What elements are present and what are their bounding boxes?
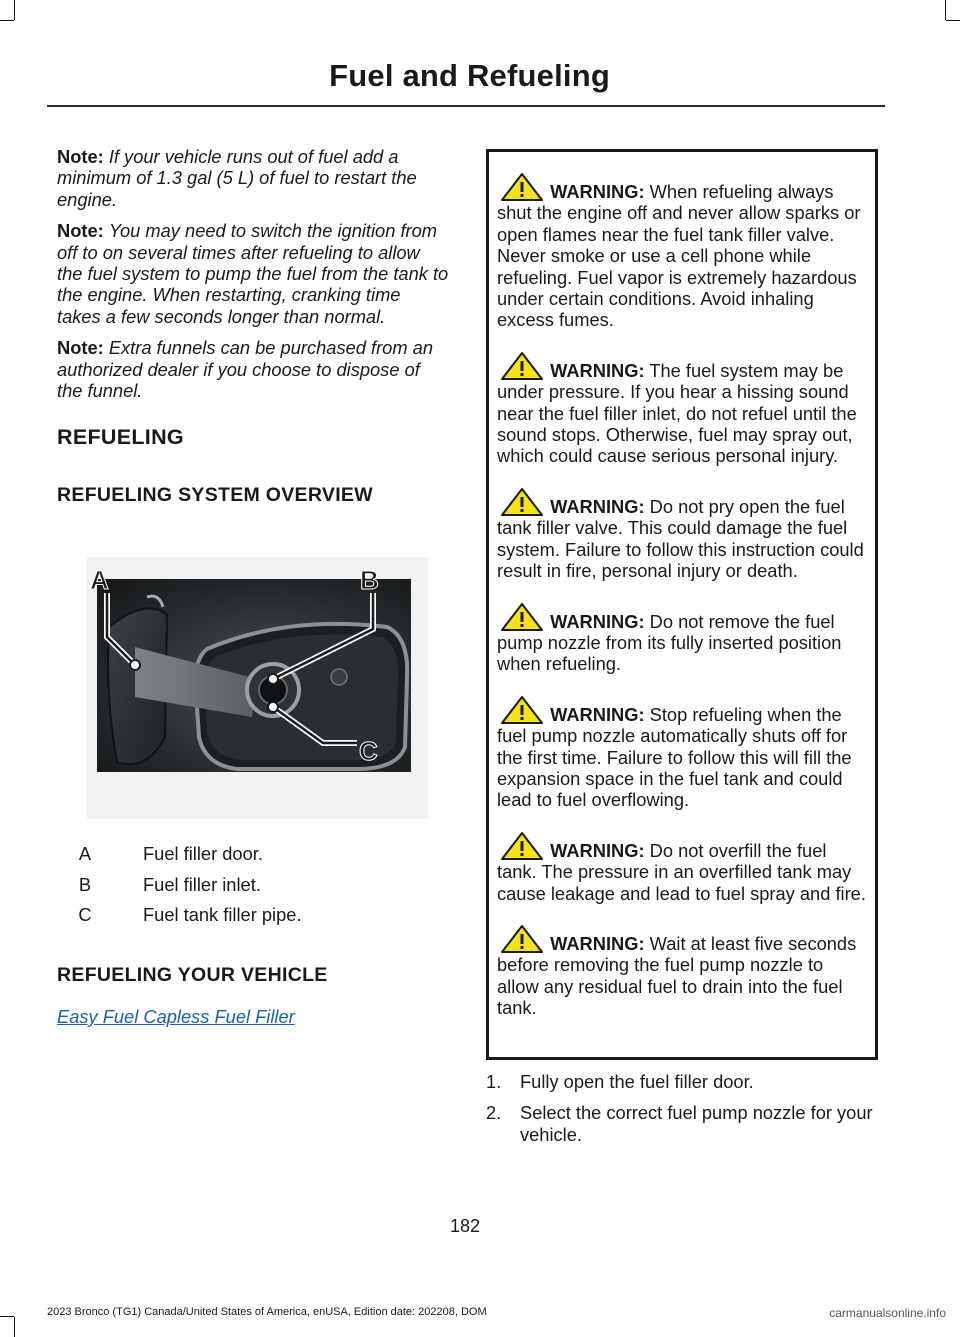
note-text: You may need to switch the ignition from off to on several times after refueling to allow the fuel system to pump the fuel from the tank to the engine. When restarting, cranking time takes a few seconds longer than normal. xyxy=(57,220,449,327)
legend-key: B xyxy=(78,873,92,895)
warning-item xyxy=(497,351,867,467)
warning-triangle-icon xyxy=(499,924,545,954)
capless-filler-link[interactable]: Easy Fuel Capless Fuel Filler xyxy=(57,1006,295,1027)
crop-mark xyxy=(0,1316,14,1317)
callout-label-b: B xyxy=(360,565,379,595)
warning-item xyxy=(497,602,867,675)
legend-key: A xyxy=(78,843,92,864)
page-number: 182 xyxy=(449,1216,481,1236)
warning-triangle-icon xyxy=(499,351,545,381)
warning-label: WARNING: xyxy=(550,495,645,517)
warning-label: WARNING: xyxy=(550,703,645,725)
crop-mark xyxy=(946,20,960,21)
legend-label: Fuel filler door. xyxy=(143,843,263,864)
step-text: Select the correct fuel pump nozzle for your vehicle. xyxy=(520,1102,873,1145)
warning-item xyxy=(497,695,867,811)
callout-label-c: C xyxy=(359,736,378,766)
note-label: Note: xyxy=(57,146,104,167)
warning-triangle-icon xyxy=(499,487,545,517)
crop-mark xyxy=(0,20,14,21)
note-label: Note: xyxy=(57,220,104,242)
warning-text: Do not overfill the fuel tank. The pressure in an overfilled tank may cause leakage and lead to fuel spray and fire. xyxy=(497,839,866,904)
warning-triangle-icon xyxy=(499,602,545,632)
step-number: 2. xyxy=(486,1102,502,1123)
warning-text: Do not pry open the fuel tank filler valve. This could damage the fuel system. Failure to follow this instruction could result in fire, personal injury or death. xyxy=(497,495,864,582)
warning-text: When refueling always shut the engine off and never allow sparks or open flames near the fuel tank filler valve. Never smoke or use a cell phone while refueling. Fuel vapor is extremely hazardous under certain conditions. Avoid inhaling excess fumes. xyxy=(497,181,861,331)
legend-row xyxy=(75,874,435,905)
warning-triangle-icon xyxy=(499,695,545,725)
warning-item xyxy=(497,924,867,1019)
note-label: Note: xyxy=(57,337,104,359)
drain-cap xyxy=(331,669,347,685)
crop-mark xyxy=(945,0,946,20)
warning-label: WARNING: xyxy=(550,932,645,954)
section-heading: REFUELING xyxy=(57,425,184,450)
title-divider xyxy=(47,105,885,107)
warnings-box xyxy=(486,149,878,1060)
callout-dot-b xyxy=(268,674,278,684)
warning-triangle-icon xyxy=(499,172,545,202)
crop-mark xyxy=(14,0,15,20)
subsection-heading: REFUELING SYSTEM OVERVIEW xyxy=(57,484,373,507)
warning-triangle-icon xyxy=(499,831,545,861)
warning-label: WARNING: xyxy=(550,181,645,202)
fuel-filler-figure xyxy=(87,557,428,819)
crop-mark xyxy=(14,1317,15,1337)
warning-item xyxy=(497,831,867,904)
step-number: 1. xyxy=(486,1071,502,1092)
note-text: Extra funnels can be purchased from an authorized dealer if you choose to dispose of the funnel. xyxy=(57,337,433,402)
refueling-steps xyxy=(486,1071,886,1155)
step-item xyxy=(486,1102,886,1146)
step-text: Fully open the fuel filler door. xyxy=(520,1071,754,1092)
legend-label: Fuel filler inlet. xyxy=(143,873,261,895)
warning-text: Do not remove the fuel pump nozzle from its fully inserted position when refueling. xyxy=(497,610,842,675)
warning-label: WARNING: xyxy=(550,610,645,632)
warning-text: The fuel system may be under pressure. If you hear a hissing sound near the fuel filler inlet, do not refuel until the sound stops. Otherwise, fuel may spray out, which could cause serious personal injury. xyxy=(497,359,857,467)
callout-label-a: A xyxy=(90,565,109,595)
warning-item xyxy=(497,172,867,331)
page-title: Fuel and Refueling xyxy=(329,58,610,93)
callout-dot-c xyxy=(268,702,278,712)
legend-key: C xyxy=(78,904,92,925)
warning-label: WARNING: xyxy=(550,359,645,381)
note-text: If your vehicle runs out of fuel add a minimum of 1.3 gal (5 L) of fuel to restart the engine. xyxy=(57,146,417,210)
warning-text: Stop refueling when the fuel pump nozzle automatically shuts off for the first time. Failure to follow this will fill the expansion space in the fuel tank and could lead to fuel overflowing. xyxy=(497,703,852,811)
left-column xyxy=(57,146,449,507)
legend-row xyxy=(75,904,435,935)
callout-dot-a xyxy=(130,660,140,670)
warning-label: WARNING: xyxy=(550,839,645,861)
legend-label: Fuel tank filler pipe. xyxy=(143,904,302,925)
edition-footer: 2023 Bronco (TG1) Canada/United States of America, enUSA, Edition date: 202208, DOM xyxy=(47,1306,487,1318)
refueling-vehicle-heading: REFUELING YOUR VEHICLE xyxy=(57,964,328,986)
step-item xyxy=(486,1071,886,1093)
note-3 xyxy=(57,337,449,401)
warning-item xyxy=(497,487,867,582)
legend-row xyxy=(75,843,435,874)
note-2 xyxy=(57,220,449,327)
watermark: carmanualsonline.info xyxy=(829,1306,946,1320)
warning-text: Wait at least five seconds before removing the fuel pump nozzle to allow any residual fuel to drain into the fuel tank. xyxy=(497,932,857,1019)
figure-legend xyxy=(75,843,435,935)
note-1 xyxy=(57,146,449,210)
